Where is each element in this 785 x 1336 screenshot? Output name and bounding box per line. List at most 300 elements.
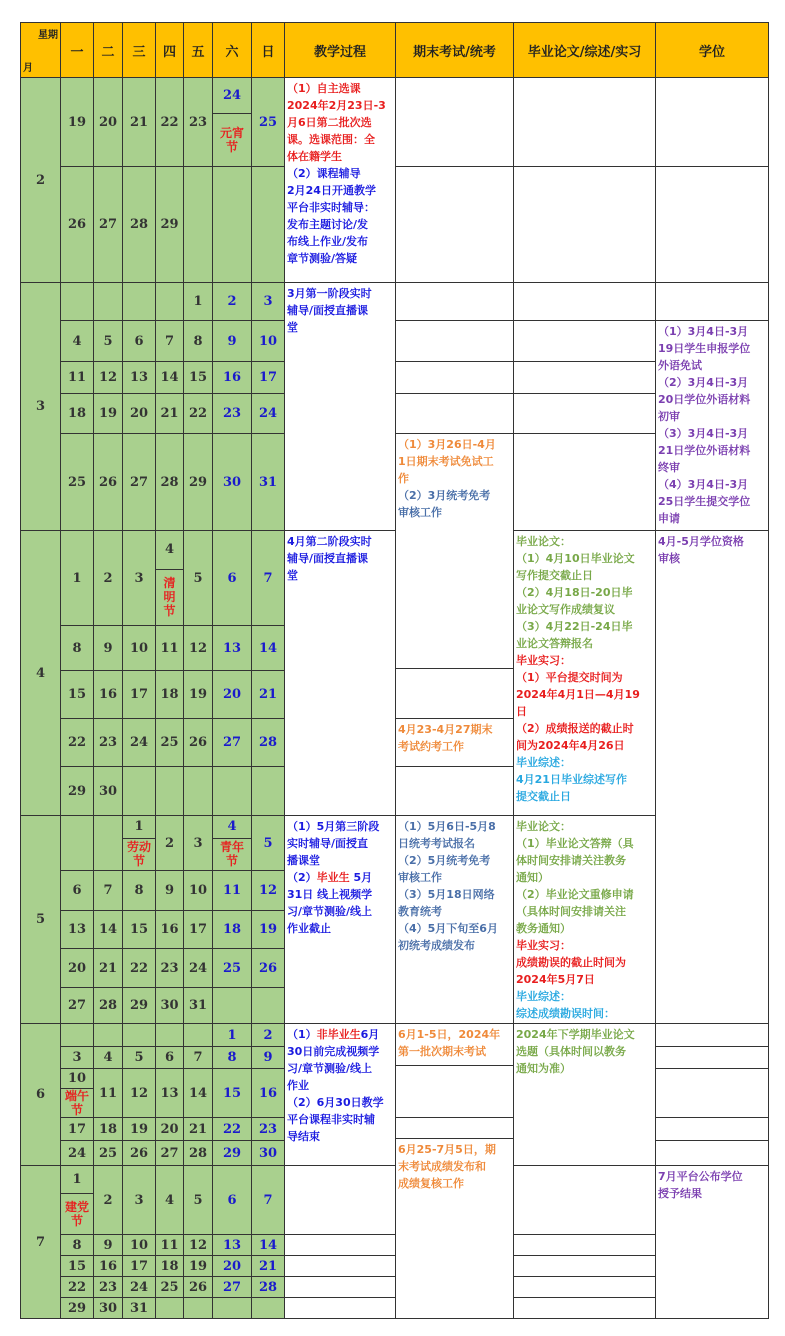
day-cell xyxy=(93,870,123,911)
day-cell xyxy=(60,987,94,1024)
degree-cell xyxy=(655,1140,769,1166)
day-cell xyxy=(93,1117,123,1141)
day-number: 25 xyxy=(160,1279,179,1295)
day-number: 14 xyxy=(258,1237,278,1253)
day-cell xyxy=(251,1140,285,1166)
day-number: 3 xyxy=(134,570,144,586)
day-number: 15 xyxy=(129,922,149,937)
day-number: 18 xyxy=(67,406,87,421)
day-number: 23 xyxy=(188,114,208,130)
day-number: 10 xyxy=(188,883,208,898)
day-cell xyxy=(122,1140,156,1166)
day-cell xyxy=(122,433,156,531)
day-cell xyxy=(212,1046,252,1069)
holiday-label: 劳动节 xyxy=(127,840,152,869)
day-number: 5 xyxy=(134,1050,144,1065)
day-cell xyxy=(155,718,184,767)
day-cell xyxy=(122,1255,156,1277)
day-cell xyxy=(251,393,285,434)
day-cell xyxy=(122,1117,156,1141)
day-number: 15 xyxy=(67,1258,87,1274)
teaching-mar-note xyxy=(284,282,396,531)
day-cell xyxy=(60,433,94,531)
day-number: 25 xyxy=(222,960,242,976)
day-cell xyxy=(93,625,123,671)
header-sun: 日 xyxy=(251,22,285,78)
note-text: 4月23-4月27期末 考试约考工作 xyxy=(398,723,493,753)
day-cell xyxy=(183,530,213,626)
note-text: 2024年下学期毕业论文 选题（具体时间以教务 通知为准） xyxy=(516,1028,635,1075)
day-number: 1 xyxy=(72,570,82,586)
day-number: 23 xyxy=(98,735,118,750)
day-cell xyxy=(251,1276,285,1298)
day-cell xyxy=(251,1234,285,1256)
month-label xyxy=(20,282,61,531)
day-number: 13 xyxy=(160,1085,179,1101)
day-number: 26 xyxy=(258,960,278,976)
day-cell xyxy=(212,1023,252,1047)
day-number: 2 xyxy=(164,835,175,851)
day-cell xyxy=(251,815,285,871)
note-text: 毕业论文： （1）4月10日毕业论文 写作提交截止日 （2）4月18日-20日毕 业论文写作成绩复议 （3）4月22日-24日毕 业论文答辩报名 xyxy=(516,535,635,650)
day-cell xyxy=(155,1068,184,1118)
day-cell xyxy=(251,948,285,988)
day-number: 18 xyxy=(160,687,179,702)
day-number: 28 xyxy=(160,474,179,490)
day-cell xyxy=(183,1117,213,1141)
day-cell xyxy=(155,320,184,362)
day-cell xyxy=(155,1234,184,1256)
day-cell xyxy=(93,1297,123,1319)
day-cell xyxy=(251,1117,285,1141)
day-cell xyxy=(212,433,252,531)
note-text: （1）自主选课 2024年2月23日-3 月6日第二批次选 课。选课范围：全 体在籍学生 xyxy=(287,82,386,163)
day-number: 15 xyxy=(67,687,87,702)
day-cell xyxy=(212,1140,252,1166)
day-number: 3 xyxy=(193,835,203,851)
day-number: 9 xyxy=(103,640,113,656)
day-cell xyxy=(93,361,123,394)
header-fri: 五 xyxy=(183,22,213,78)
degree-apr-note xyxy=(655,530,769,1024)
day-cell xyxy=(183,1255,213,1277)
note-text: 4月第二阶段实时 辅导/面授直播课 堂 xyxy=(287,535,372,582)
day-number: 21 xyxy=(258,687,278,702)
day-cell xyxy=(183,1276,213,1298)
day-number: 23 xyxy=(258,1121,278,1137)
day-number: 1 xyxy=(61,1166,93,1194)
day-number: 16 xyxy=(258,1085,278,1101)
exams-jun2-note xyxy=(395,1138,514,1319)
day-cell xyxy=(122,987,156,1024)
day-cell xyxy=(60,910,94,949)
day-number: 10 xyxy=(258,333,278,349)
day-number: 18 xyxy=(160,1258,179,1274)
day-number: 17 xyxy=(258,370,278,385)
month-label xyxy=(20,1165,61,1319)
day-cell xyxy=(251,320,285,362)
day-number: 3 xyxy=(134,1192,144,1208)
day-cell xyxy=(212,1255,252,1277)
day-cell xyxy=(60,1276,94,1298)
header-corner xyxy=(20,22,61,78)
day-cell xyxy=(155,530,184,626)
day-cell xyxy=(60,393,94,434)
header-mon: 一 xyxy=(60,22,94,78)
exams-jun1-note xyxy=(395,1023,514,1066)
degree-mar-note xyxy=(655,320,769,531)
day-number: 12 xyxy=(98,370,118,385)
day-number: 18 xyxy=(98,1121,118,1137)
note-text: 3月第一阶段实时 辅导/面授直播课 堂 xyxy=(287,287,372,334)
day-cell xyxy=(122,1276,156,1298)
degree-cell xyxy=(655,1046,769,1069)
note-text: （1） xyxy=(287,1028,317,1041)
day-cell xyxy=(212,910,252,949)
day-number: 26 xyxy=(188,1279,208,1295)
day-cell xyxy=(60,766,94,816)
day-cell xyxy=(155,987,184,1024)
day-number: 11 xyxy=(67,370,87,385)
day-number: 13 xyxy=(67,922,87,937)
thesis-cell xyxy=(513,393,656,434)
day-number: 6 xyxy=(72,883,82,898)
day-cell xyxy=(212,815,252,871)
day-number: 29 xyxy=(222,1145,242,1161)
day-cell xyxy=(155,766,184,816)
day-cell xyxy=(251,670,285,719)
day-cell xyxy=(60,718,94,767)
day-number: 29 xyxy=(67,783,87,799)
exams-cell xyxy=(395,1117,514,1139)
thesis-cell xyxy=(513,1297,656,1319)
day-cell xyxy=(155,1140,184,1166)
thesis-cell xyxy=(513,1255,656,1277)
day-number: 6 xyxy=(227,1192,237,1208)
day-number: 2 xyxy=(263,1027,273,1043)
day-cell xyxy=(122,1165,156,1235)
thesis-cell xyxy=(513,320,656,362)
day-cell xyxy=(212,1068,252,1118)
exams-cell xyxy=(395,166,514,283)
header-wed: 三 xyxy=(122,22,156,78)
day-cell xyxy=(212,361,252,394)
note-text: 毕业综述： 4月21日毕业综述写作 提交截止日 xyxy=(516,756,627,803)
day-number: 23 xyxy=(98,1279,118,1295)
day-number: 1 xyxy=(193,294,203,309)
day-cell xyxy=(183,910,213,949)
day-cell xyxy=(93,910,123,949)
day-cell xyxy=(122,361,156,394)
day-cell xyxy=(122,815,156,871)
thesis-cell xyxy=(513,1165,656,1235)
header-tue: 二 xyxy=(93,22,123,78)
day-cell xyxy=(60,1140,94,1166)
note-text: （1）5月6日-5月8 日统考考试报名 （2）5月统考免考 审核工作 （3）5月18日网络 教育统考 （4）5月下旬至6月 初统考成绩发布 xyxy=(398,820,498,952)
day-cell xyxy=(93,166,123,283)
day-cell xyxy=(212,987,252,1024)
day-cell xyxy=(93,530,123,626)
day-number: 17 xyxy=(129,1258,149,1274)
day-number: 20 xyxy=(160,1121,179,1137)
day-number: 20 xyxy=(129,406,149,421)
day-number: 24 xyxy=(213,78,251,114)
day-cell xyxy=(251,1023,285,1047)
day-cell xyxy=(212,393,252,434)
day-cell xyxy=(60,1117,94,1141)
day-number: 1 xyxy=(227,1027,237,1043)
day-cell xyxy=(122,282,156,321)
day-number: 19 xyxy=(67,114,87,130)
day-number: 24 xyxy=(129,735,149,750)
day-cell xyxy=(122,1023,156,1047)
day-number: 27 xyxy=(222,735,242,750)
day-number: 24 xyxy=(188,960,208,976)
day-cell xyxy=(60,1297,94,1319)
day-cell xyxy=(122,910,156,949)
day-number: 1 xyxy=(123,816,155,839)
day-number: 8 xyxy=(134,883,144,898)
day-cell xyxy=(251,1068,285,1118)
day-cell xyxy=(251,361,285,394)
day-number: 27 xyxy=(98,217,118,232)
exams-cell xyxy=(395,766,514,816)
day-cell xyxy=(155,1297,184,1319)
day-number: 17 xyxy=(188,922,208,937)
day-number: 21 xyxy=(188,1121,208,1137)
note-text: 6月1-5日，2024年 第一批次期末考试 xyxy=(398,1028,501,1058)
day-cell xyxy=(155,1046,184,1069)
day-cell xyxy=(155,870,184,911)
exams-cell xyxy=(395,320,514,362)
month-number: 2 xyxy=(35,172,46,188)
day-number: 2 xyxy=(103,1192,113,1208)
day-number: 29 xyxy=(160,217,179,232)
day-number: 12 xyxy=(188,640,208,656)
day-cell xyxy=(122,1046,156,1069)
day-number: 7 xyxy=(263,1192,273,1208)
day-cell xyxy=(212,166,252,283)
day-cell xyxy=(155,1023,184,1047)
day-number: 21 xyxy=(98,960,118,976)
day-number: 12 xyxy=(188,1237,208,1253)
note-text: （1）3月4日-3月 19日学生申报学位 外语免试 （2）3月4日-3月 20日学位外语材料 初审 （3）3月4日-3月 21日学位外语材料 终审 （4）3月4日-3月 25日学生提交学位 申请 xyxy=(658,325,751,525)
day-number: 30 xyxy=(160,998,179,1013)
day-cell xyxy=(212,1276,252,1298)
exams-cell xyxy=(395,1065,514,1118)
day-cell xyxy=(155,948,184,988)
day-cell xyxy=(93,282,123,321)
day-number: 30 xyxy=(258,1145,278,1161)
day-cell xyxy=(183,670,213,719)
day-cell xyxy=(122,948,156,988)
header-thu: 四 xyxy=(155,22,184,78)
day-cell xyxy=(212,1117,252,1141)
day-number: 8 xyxy=(193,333,203,349)
day-cell xyxy=(183,987,213,1024)
day-number: 5 xyxy=(193,1192,203,1208)
exams-mar-note xyxy=(395,433,514,669)
holiday-label: 建党节 xyxy=(65,1200,90,1229)
day-number: 22 xyxy=(129,960,149,976)
day-number: 27 xyxy=(67,998,87,1013)
day-number: 19 xyxy=(188,1258,208,1274)
day-cell xyxy=(183,77,213,167)
day-cell xyxy=(251,282,285,321)
day-cell xyxy=(155,282,184,321)
day-number: 9 xyxy=(263,1050,273,1065)
day-cell xyxy=(183,1165,213,1235)
teaching-may-note xyxy=(284,815,396,1024)
day-cell xyxy=(212,1234,252,1256)
day-cell xyxy=(122,1068,156,1118)
exams-cell xyxy=(395,77,514,167)
day-cell xyxy=(183,393,213,434)
thesis-cell xyxy=(513,77,656,167)
day-cell xyxy=(93,670,123,719)
day-number: 11 xyxy=(222,883,242,898)
note-text: 7月平台公布学位 授予结果 xyxy=(658,1170,743,1200)
day-cell xyxy=(93,433,123,531)
note-text: 非毕业生 xyxy=(316,1028,361,1041)
day-number: 22 xyxy=(67,1279,87,1295)
day-cell xyxy=(251,1297,285,1319)
day-cell xyxy=(183,166,213,283)
header-teaching: 教学过程 xyxy=(284,22,396,78)
day-cell xyxy=(93,815,123,871)
day-cell xyxy=(251,1255,285,1277)
day-number: 25 xyxy=(67,474,87,490)
month-label xyxy=(20,815,61,1024)
day-number: 4 xyxy=(72,333,82,349)
day-cell xyxy=(251,1046,285,1069)
day-cell xyxy=(155,166,184,283)
day-number: 31 xyxy=(129,1300,149,1316)
day-cell xyxy=(93,77,123,167)
day-cell xyxy=(155,1255,184,1277)
day-cell xyxy=(251,870,285,911)
day-number: 23 xyxy=(160,960,179,976)
day-number: 3 xyxy=(72,1050,82,1065)
day-cell xyxy=(212,625,252,671)
day-number: 27 xyxy=(160,1145,179,1161)
day-cell xyxy=(183,1068,213,1118)
day-number: 6 xyxy=(227,570,237,586)
day-cell xyxy=(183,766,213,816)
day-cell xyxy=(155,625,184,671)
day-number: 26 xyxy=(98,474,118,490)
degree-jul-note xyxy=(655,1165,769,1319)
month-number: 4 xyxy=(35,665,46,681)
day-number: 8 xyxy=(72,640,82,656)
day-cell xyxy=(155,1117,184,1141)
day-number: 21 xyxy=(160,406,179,421)
day-cell xyxy=(93,987,123,1024)
day-number: 21 xyxy=(129,114,149,130)
day-cell xyxy=(251,910,285,949)
day-cell xyxy=(183,320,213,362)
teaching-cell xyxy=(284,1165,396,1235)
note-text: 6月 30日前完成视频学 习/章节测验/线上 作业 （2）6月30日教学 平台课程非实时辅 导结束 xyxy=(287,1028,384,1143)
month-number: 7 xyxy=(35,1234,46,1250)
day-number: 21 xyxy=(258,1258,278,1274)
day-cell xyxy=(183,282,213,321)
day-cell xyxy=(155,1165,184,1235)
day-cell xyxy=(122,670,156,719)
day-cell xyxy=(183,433,213,531)
day-number: 23 xyxy=(222,406,242,421)
day-cell xyxy=(155,433,184,531)
day-number: 25 xyxy=(98,1145,118,1161)
day-cell xyxy=(93,393,123,434)
day-number: 6 xyxy=(134,333,144,349)
day-cell xyxy=(212,282,252,321)
day-number: 14 xyxy=(258,640,278,656)
day-cell xyxy=(60,1234,94,1256)
day-number: 6 xyxy=(164,1050,175,1065)
note-text: 毕业生 xyxy=(316,871,350,884)
day-number: 20 xyxy=(222,1258,242,1274)
note-text: 毕业实习： 成绩勘误的截止时间为 2024年5月7日 xyxy=(516,939,626,986)
day-cell xyxy=(93,1140,123,1166)
teaching-cell xyxy=(284,1234,396,1256)
day-number: 2 xyxy=(227,294,237,309)
degree-cell xyxy=(655,77,769,167)
day-cell xyxy=(122,530,156,626)
day-cell xyxy=(212,870,252,911)
day-number: 30 xyxy=(98,1300,118,1316)
day-cell xyxy=(183,625,213,671)
day-number: 5 xyxy=(263,835,273,851)
note-text: （1）3月26日-4月 1日期末考试免试工 作 xyxy=(398,438,496,485)
thesis-jun-note xyxy=(513,1023,656,1166)
day-cell xyxy=(122,1234,156,1256)
exams-cell xyxy=(395,282,514,321)
day-number: 9 xyxy=(103,1237,113,1253)
day-number: 9 xyxy=(164,883,175,898)
day-number: 31 xyxy=(258,474,278,490)
day-cell xyxy=(122,77,156,167)
month-label xyxy=(20,1023,61,1166)
day-number: 28 xyxy=(129,217,149,232)
exams-cell xyxy=(395,668,514,719)
day-cell xyxy=(251,530,285,626)
thesis-cell xyxy=(513,1276,656,1298)
day-cell xyxy=(155,670,184,719)
month-number: 3 xyxy=(35,399,46,414)
day-number: 29 xyxy=(67,1300,87,1316)
day-cell xyxy=(155,1276,184,1298)
day-number: 20 xyxy=(98,114,118,130)
day-number: 11 xyxy=(160,1237,179,1253)
day-number: 19 xyxy=(98,406,118,421)
note-text: 毕业综述： 综述成绩勘误时间： xyxy=(516,990,615,1020)
day-number: 4 xyxy=(164,1192,175,1208)
day-number: 11 xyxy=(98,1085,118,1101)
day-cell xyxy=(60,815,94,871)
day-cell xyxy=(60,1255,94,1277)
day-cell xyxy=(60,361,94,394)
day-number: 24 xyxy=(129,1279,149,1295)
day-cell xyxy=(93,1068,123,1118)
holiday-label: 端午节 xyxy=(65,1089,90,1118)
day-cell xyxy=(60,282,94,321)
header-thesis: 毕业论文/综述/实习 xyxy=(513,22,656,78)
day-cell xyxy=(93,1165,123,1235)
day-cell xyxy=(60,1023,94,1047)
day-cell xyxy=(183,870,213,911)
teaching-cell xyxy=(284,1276,396,1298)
